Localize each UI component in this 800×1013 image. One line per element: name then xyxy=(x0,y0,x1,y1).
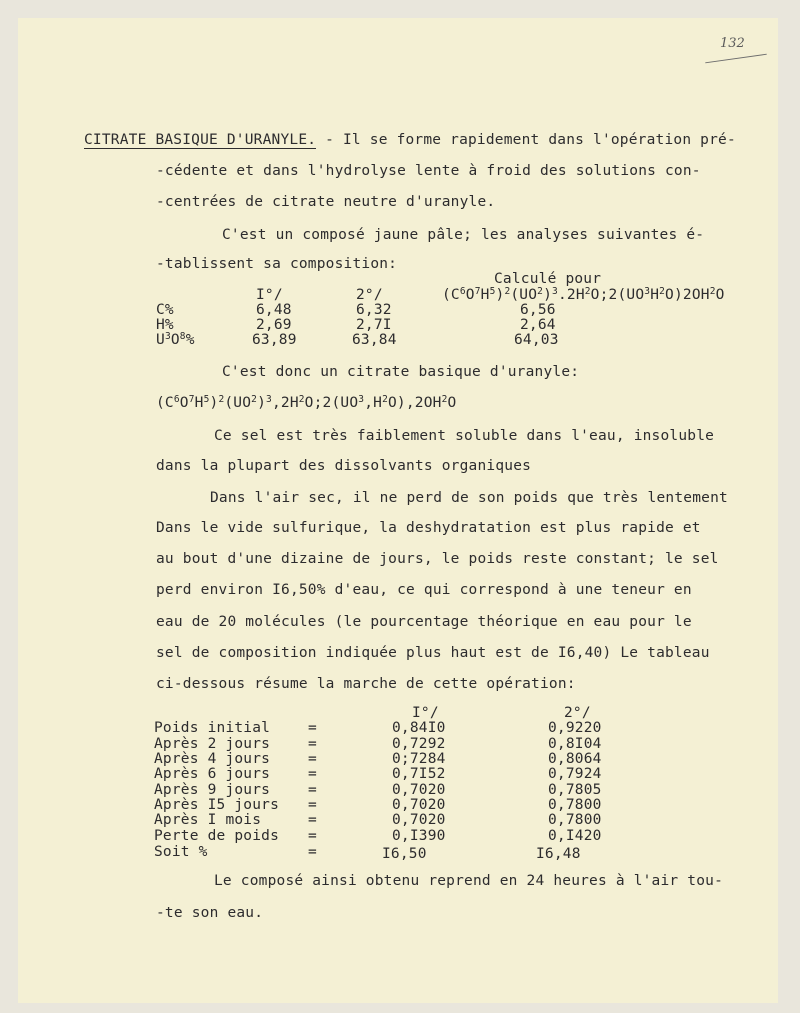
table-row-v1: 0,7I52 xyxy=(392,766,446,782)
analysis-row-c-v3: 6,56 xyxy=(520,302,556,318)
table-row-v1: 0,7020 xyxy=(392,797,446,813)
table-row-v2: 0,7800 xyxy=(548,797,602,813)
page-number: 132 xyxy=(720,36,745,51)
analysis-row-u-v1: 63,89 xyxy=(252,332,297,348)
calc-label: Calculé pour xyxy=(494,271,602,287)
analysis-row-c-v1: 6,48 xyxy=(256,302,292,318)
para1-line1: - Il se forme rapidement dans l'opération pré- xyxy=(325,132,736,148)
para6-line2: -te son eau. xyxy=(156,905,264,921)
table-row-v1: 0,7020 xyxy=(392,812,446,828)
table-row-label: Perte de poids xyxy=(154,828,280,844)
section-heading: CITRATE BASIQUE D'URANYLE. xyxy=(84,132,317,148)
table-row-v2: 0,7805 xyxy=(548,782,602,798)
para3-line1: C'est donc un citrate basique d'uranyle: xyxy=(222,364,580,380)
table-row-v1: 0,7292 xyxy=(392,736,446,752)
table-row-eq: = xyxy=(308,751,317,767)
table-row-eq: = xyxy=(308,812,317,828)
table-row-v1: 0,84I0 xyxy=(392,720,446,736)
para2-line2: -tablissent sa composition: xyxy=(156,256,398,272)
analysis-col2-header: 2°/ xyxy=(356,287,383,303)
analysis-row-u-v3: 64,03 xyxy=(514,332,559,348)
table-row-label: Après 9 jours xyxy=(154,782,271,798)
para5-line4: perd environ I6,50% d'eau, ce qui correspond à une teneur en xyxy=(156,582,692,598)
analysis-row-u-label: $U^3O^8\%$ xyxy=(156,331,195,348)
table-row-eq: = xyxy=(308,828,317,844)
para1-line2: -cédente et dans l'hydrolyse lente à froid des solutions con- xyxy=(156,163,701,179)
analysis-row-u-v2: 63,84 xyxy=(352,332,397,348)
table-row-v1: I6,50 xyxy=(382,846,427,862)
para4-line1: Ce sel est très faiblement soluble dans l'eau, insoluble xyxy=(214,428,715,444)
table-row-eq: = xyxy=(308,720,317,736)
table-col1-header: I°/ xyxy=(412,705,439,721)
table-row-label: Poids initial xyxy=(154,720,271,736)
table-row-v1: 0,I390 xyxy=(392,828,446,844)
table-row-v1: 0,7020 xyxy=(392,782,446,798)
table-row-v2: 0,8I04 xyxy=(548,736,602,752)
table-row-v2: 0,7800 xyxy=(548,812,602,828)
table-col2-header: 2°/ xyxy=(564,705,591,721)
para3-formula: $(C^6O^7H^5)^2(UO^2)^3,2H^2O;2(UO^3,H^2O),2OH^2O$ xyxy=(156,394,457,411)
para5-line5: eau de 20 molécules (le pourcentage théorique en eau pour le xyxy=(156,614,692,630)
calc-formula: $(C^6O^7H^5)^2(UO^2)^3.2H^2O;2(UO^3H^2O)2OH^2O$ xyxy=(442,286,725,303)
analysis-row-h-label: H% xyxy=(156,317,174,333)
para5-line1: Dans l'air sec, il ne perd de son poids que très lentement xyxy=(210,490,728,506)
table-row-v2: 0,8064 xyxy=(548,751,602,767)
table-row-v2: 0,9220 xyxy=(548,720,602,736)
para2-line1: C'est un composé jaune pâle; les analyses suivantes é- xyxy=(222,227,705,243)
table-row-eq: = xyxy=(308,782,317,798)
analysis-col1-header: I°/ xyxy=(256,287,283,303)
para5-line7: ci-dessous résume la marche de cette opération: xyxy=(156,676,576,692)
para5-line3: au bout d'une dizaine de jours, le poids reste constant; le sel xyxy=(156,551,719,567)
table-row-label: Soit % xyxy=(154,844,208,860)
analysis-row-h-v3: 2,64 xyxy=(520,317,556,333)
para5-line6: sel de composition indiquée plus haut est de I6,40) Le tableau xyxy=(156,645,710,661)
table-row-label: Après 4 jours xyxy=(154,751,271,767)
table-row-eq: = xyxy=(308,797,317,813)
table-row-v2: I6,48 xyxy=(536,846,581,862)
table-row-label: Après I5 jours xyxy=(154,797,280,813)
para4-line2: dans la plupart des dissolvants organiques xyxy=(156,458,532,474)
table-row-eq: = xyxy=(308,766,317,782)
analysis-row-h-v1: 2,69 xyxy=(256,317,292,333)
heading-line xyxy=(84,132,736,148)
table-row-label: Après I mois xyxy=(154,812,262,828)
table-row-eq: = xyxy=(308,844,317,860)
table-row-v2: 0,7924 xyxy=(548,766,602,782)
analysis-row-h-v2: 2,7I xyxy=(356,317,392,333)
table-row-eq: = xyxy=(308,736,317,752)
para6-line1: Le composé ainsi obtenu reprend en 24 heures à l'air tou- xyxy=(214,873,723,889)
table-row-label: Après 2 jours xyxy=(154,736,271,752)
para1-line3: -centrées de citrate neutre d'uranyle. xyxy=(156,194,496,210)
para5-line2: Dans le vide sulfurique, la deshydratation est plus rapide et xyxy=(156,520,701,536)
table-row-v1: 0;7284 xyxy=(392,751,446,767)
table-row-v2: 0,I420 xyxy=(548,828,602,844)
table-row-label: Après 6 jours xyxy=(154,766,271,782)
analysis-row-c-label: C% xyxy=(156,302,174,318)
analysis-row-c-v2: 6,32 xyxy=(356,302,392,318)
